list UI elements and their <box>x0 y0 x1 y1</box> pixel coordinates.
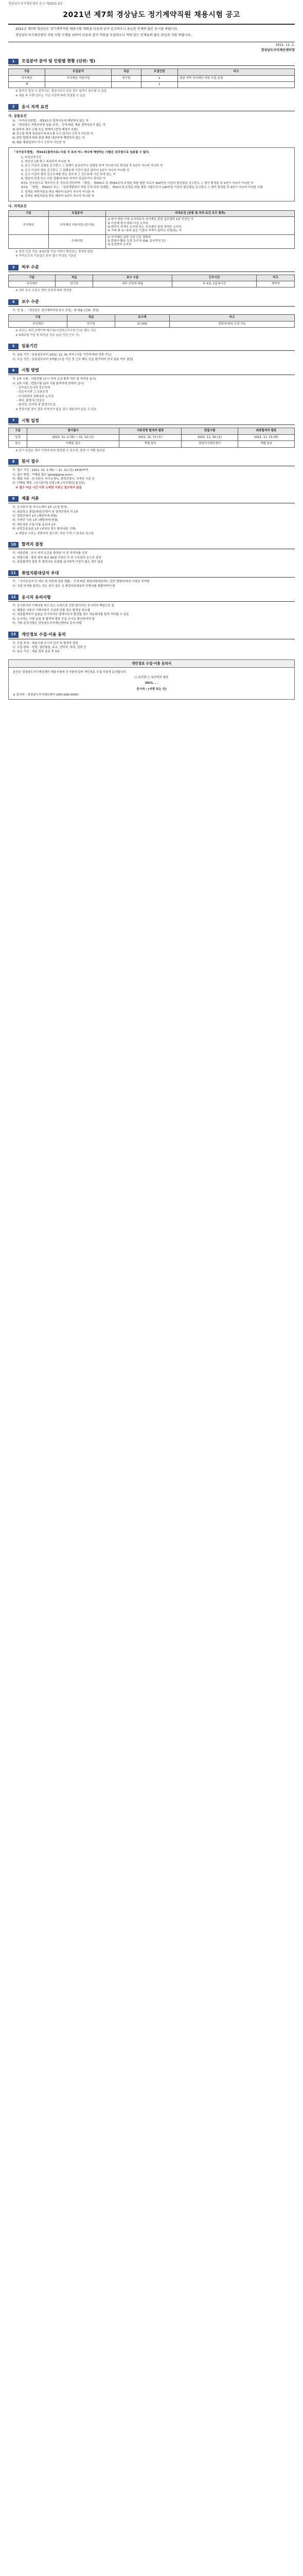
section-qualifications <box>8 104 295 258</box>
section-title: 임용기간 <box>22 344 38 349</box>
table-header: 구분 <box>9 428 27 434</box>
section-title: 제출 서류 <box>22 496 39 501</box>
list-item: 가. 1차 시험 : 서류전형 (응시 자격 요건 충족 여부 및 적격성 심사) <box>12 378 96 381</box>
section-heading <box>8 496 295 503</box>
list-item: 3) 남자의 경우 군필 또는 면제자 (전역 예정자 포함) <box>12 128 78 131</box>
warning-note: ※ 접수 마감 시간 이후 도착한 서류는 접수하지 않음 <box>15 486 82 489</box>
table-cell: 경남지식재산센터 <box>182 441 238 447</box>
list-item: 6의2. 공무원으로 재직기간 중 직무와 관련하여 「형법」 제355조 및 제356조에 규정된 죄를 범한 자로서 300만원 이상의 벌금형을 선고받고 그 형이 확정된 후 2년이 지나지 아니한 자 <box>21 181 254 185</box>
section-application <box>8 459 295 490</box>
list-item: - 창의력, 의지력 및 발전가능성 <box>16 403 56 407</box>
section-heading <box>8 542 295 549</box>
section-pass-decision <box>8 542 295 564</box>
table-cell <box>9 234 49 248</box>
table-cell: ① 학사 학위 이상 소지자로서 지식재산 관련 실무경력 1년 이상인 자 ② 이공계 학사 학위 이상 소지자 ③ 변리사 자격증 소지자 또는 지식재산 관련 자격증 소지자 ④ 기타 위 ①~③과 동등 이상의 자격이 있다고 인정되는 자 <box>106 217 295 235</box>
section-number: 1 <box>8 59 19 64</box>
table-header: 원서접수 <box>27 428 119 434</box>
schedule-table <box>8 428 295 447</box>
section-documents <box>8 496 295 536</box>
list-item: 7. 징계로 파면처분을 받은 때부터 5년이 지나지 아니한 자 <box>21 190 94 194</box>
table-header: 보수 수준 <box>93 275 172 281</box>
recruitment-notice <box>0 0 303 706</box>
section-heading <box>8 344 295 351</box>
list-item: 나. 2차 시험 : 면접시험 (1차 시험 합격자에 한하여 실시) <box>12 382 84 385</box>
table-cell: 개별 통보 <box>238 441 295 447</box>
table-header: 비고 <box>169 315 294 321</box>
table-row <box>9 75 295 81</box>
table-row <box>9 281 295 287</box>
table-header: 보수액 <box>115 315 169 321</box>
requirements-table <box>8 210 295 249</box>
consent-checkbox-line[interactable]: □ 동의함 □ 동의하지 않음 <box>134 675 169 679</box>
list-item: 다. 최종합격자가 임용을 포기하거나 결격사유가 발견될 경우 차순위자를 합격 처리할 수 있음 <box>12 613 129 617</box>
page-title: 2021년 제7회 경상남도 정기계약직원 채용시험 공고 <box>63 10 240 19</box>
consent-statement: 본인은 경상남도지식재산센터 채용시험에 응시함에 있어 개인정보 수집·이용에 동의합니다. <box>13 671 127 674</box>
section-number: 7 <box>8 418 19 423</box>
table-cell: 이메일 접수 <box>27 441 119 447</box>
table-cell: 주 5일, 1일 8시간 <box>172 281 256 287</box>
notice-org: 경상남도지식재산센터장 <box>261 48 295 52</box>
table-cell: 우대사항 <box>48 234 105 248</box>
section-heading <box>8 570 295 578</box>
table-header: 면접시험 <box>182 428 238 434</box>
recruitment-table <box>8 69 295 88</box>
salary-table <box>8 314 295 328</box>
table-cell: 2021. 11. 23.(화) <box>238 434 295 440</box>
signature-line: 응시자 : (서명 또는 인) <box>136 687 167 691</box>
section-heading <box>8 368 295 375</box>
list-item: 5) 관련 법령에 따라 취업 제한 대상자에 해당하지 않는 자 <box>12 137 85 140</box>
section-number: 13 <box>8 632 19 637</box>
list-item: 나. 최종학교 졸업(예정)증명서 및 성적증명서 각 1부 <box>12 510 79 514</box>
table-cell <box>112 82 141 88</box>
list-item: 4. 금고 이상의 형을 선고받고 그 집행유예 기간이 끝난 날부터 2년이 지나지 아니한 자 <box>21 168 130 172</box>
list-item: 가. 연 봉 : 「경상남도 정기계약직원 보수 규정」에 따름 (단위: 천원) <box>12 309 99 313</box>
table-header: 구분 <box>9 275 56 281</box>
section-salary <box>8 299 295 337</box>
list-item: 나. 접수 방법 : 이메일 접수 (gnip@gnip.or.kr) <box>12 473 73 477</box>
note: ※ 제출된 서류는 반환하지 않으며, 허위 기재 시 합격을 취소함 <box>15 532 94 535</box>
list-item: 나. 가점 부여를 원하는 자는 원서 접수 시 취업지원대상자 증명서를 제출하여야 함 <box>12 584 115 588</box>
table-cell: 개별 통보 <box>119 441 182 447</box>
note: ※ 4대보험 가입 및 퇴직금 지급 (1년 이상 근무 시) <box>15 333 80 337</box>
section-heading <box>8 595 295 602</box>
table-cell: 지식재산 <box>9 281 56 287</box>
list-item: 3. 금고 이상의 실형을 선고받고 그 집행이 종료되거나 집행을 받지 아니하기로 확정된 후 5년이 지나지 아니한 자 <box>21 164 163 168</box>
list-item: 가. 「국가유공자 등 예우 및 지원에 관한 법률」 등에 따른 취업지원대상자는 관련 법령에 따라 가점을 부여함 <box>12 580 150 584</box>
table-cell: 일정 <box>9 434 27 440</box>
list-item: 6. 법원의 판결 또는 다른 법률에 따라 자격이 상실되거나 정지된 자 <box>21 177 105 181</box>
list-item: 라. 이메일 제목 : [응시분야] 성명 (예: [지식재산] 홍길동) <box>12 482 85 485</box>
note: ※ 채용 후 수행 업무는 기관 사정에 따라 변경될 수 있음 <box>15 94 85 97</box>
list-item: 8. 징계로 해임처분을 받은 때부터 3년이 지나지 아니한 자 <box>21 194 94 198</box>
table-cell: 계 <box>9 82 45 88</box>
table-header: 직급 <box>112 69 141 75</box>
table-cell: 연구원 <box>112 75 141 81</box>
table-header: 모집인원 <box>141 69 177 75</box>
list-item: - 공무원으로서의 정신자세 <box>16 386 50 389</box>
table-header: 비고 <box>257 275 295 281</box>
table-header: 서류전형 합격자 발표 <box>119 428 182 434</box>
disqualification-body <box>9 148 294 201</box>
section-title: 개인정보 수집·이용 동의 <box>22 632 66 637</box>
table-cell: 연구원 <box>55 281 93 287</box>
subsection-title: 나. 자격요건 <box>8 204 27 209</box>
table-header: 모집분야 <box>48 210 105 216</box>
list-item: 가. 접수 기간 : 2021. 11. 2.(화) ~ 11. 12.(금) 18:00까지 <box>12 469 88 472</box>
section-title: 취업지원대상자 우대 <box>22 570 59 575</box>
table-header: 비고 <box>177 69 294 75</box>
note: ※ 상기 일정은 센터 사정에 따라 변경될 수 있으며, 변경 시 개별 통보함 <box>15 449 105 452</box>
table-header: 구분 <box>9 69 45 75</box>
list-item: 나. 수집 항목 : 성명, 생년월일, 주소, 연락처, 학력, 경력 등 <box>12 646 86 649</box>
section-number: 10 <box>8 542 19 548</box>
section-number: 5 <box>8 344 19 349</box>
note: ※ 세부 보수 수준은 센터 규정에 따라 책정함 <box>15 289 72 293</box>
list-item: - 예의, 품행 및 성실성 <box>16 399 45 403</box>
note: ※ 면접시험 평가 결과 적격자가 없을 경우 채용하지 않을 수 있음 <box>15 408 97 411</box>
list-item: - 의사표현의 정확성과 논리성 <box>16 395 54 398</box>
list-item: 마. 개인정보 수집·이용 동의서 1부 <box>12 523 56 527</box>
section-title: 처우 수준 <box>22 264 39 269</box>
table-cell: 지식재산 <box>9 75 45 81</box>
section-heading <box>8 59 295 66</box>
table-header: 구분 <box>9 210 49 216</box>
section-title: 시험 방법 <box>22 368 39 373</box>
section-number: 6 <box>8 368 19 374</box>
section-heading <box>8 418 295 425</box>
section-title: 응시자 유의사항 <box>22 595 51 600</box>
table-cell: 1 <box>141 75 177 81</box>
list-item: 다. 제출 서류 : 응시원서, 자기소개서, 경력증명서, 자격증 사본 등 <box>12 477 95 481</box>
section-schedule <box>8 418 295 453</box>
table-header: 직급 <box>55 275 93 281</box>
section-precautions <box>8 595 295 625</box>
list-item: 2) 「경상남도 지방공무원 임용 규칙」 등에 따른 채용 결격사유가 없는 자 <box>12 124 105 127</box>
list-item: 라. 응시자는 시험 일정 및 합격자 발표 등을 수시로 확인하여야 함 <box>12 617 95 621</box>
section-number: 4 <box>8 299 19 305</box>
section-number: 12 <box>8 595 19 600</box>
section-title: 보수 수준 <box>22 299 39 304</box>
table-cell: 2021. 11. 2.(화) ~ 11. 12.(금) <box>27 434 119 440</box>
table-header: 구분 <box>9 315 67 321</box>
list-item: 6) 채용 예정일부터 즉시 근무가 가능한 자 <box>12 141 65 144</box>
section-employment-period <box>8 344 295 362</box>
notice-number: 경상남도지식재산센터 공고 제2021-5호 <box>8 2 63 6</box>
table-cell: 2021. 11. 17.(수) <box>119 434 182 440</box>
note: ※ 합격자 결정 시 결격사유, 결정사유가 있을 경우 합격이 취소될 수 있음 <box>15 90 107 93</box>
table-cell: 지식재산 지원사업 <box>45 75 112 81</box>
table-header: 최종합격자 발표 <box>238 428 295 434</box>
conditions-table <box>8 275 295 288</box>
consent-date: 2021. . . <box>145 682 158 685</box>
section-heading <box>8 299 295 307</box>
section-title: 모집분야 분야 및 인원별 현황 (단위: 명) <box>22 59 96 64</box>
list-item: 가. 서류전형 : 응시 자격 요건을 충족한 자 중 적격자를 선정 <box>12 552 87 555</box>
table-header: 자격요건 (공통 및 자격 요건 모두 충족) <box>106 210 295 216</box>
list-item: 나. 면접시험 : 평정 결과 평균 60점 이상인 자 중 고득점자 순으로 결정 <box>12 556 101 560</box>
list-item: 5. 금고 이상의 형의 선고유예를 받은 경우에 그 선고유예 기간 중에 있는 자 <box>21 173 116 177</box>
list-item: 가. 수집 목적 : 채용시험 응시자 관리 및 합격자 결정 <box>12 641 78 645</box>
section-exam-method <box>8 368 295 412</box>
section-heading <box>8 104 295 111</box>
consent-form-body <box>9 668 294 699</box>
section-number: 11 <box>8 570 19 576</box>
table-cell <box>45 82 112 88</box>
list-item: 다. 경력증명서 1부 (해당자에 한함) <box>12 515 58 518</box>
list-item: 1) 「국가공무원법」 제33조의 결격사유에 해당하지 않는 자 <box>12 119 89 123</box>
note: ※ 보수는 세전 금액이며 제수당(시간외근무수당 등)은 별도 지급 <box>15 329 96 333</box>
section-title: 응시 자격 요건 <box>22 104 48 109</box>
section-heading <box>8 632 295 639</box>
list-item: 마. 기타 문의사항은 경상남도지식재산센터로 문의 바람 <box>12 621 82 625</box>
table-row <box>9 434 295 440</box>
intro-paragraph: 2021년 제7회 경상남도 정기계약직원 채용시험 계획을 다음과 같이 공고하오니 유능한 인재의 많은 응시를 바랍니다. <box>15 27 179 31</box>
table-cell: 지식재산 지원사업 (연구원) <box>48 217 105 235</box>
section-heading <box>8 459 295 466</box>
section-number: 8 <box>8 459 19 465</box>
contact-info: ※ 문의처 : 경상남도지식재산센터 (055-000-0000) <box>13 693 79 697</box>
list-item: 1. 피성년후견인 <box>21 156 42 159</box>
section-privacy <box>8 632 295 654</box>
table-cell: 연구원 <box>67 321 115 327</box>
table-header: 근무시간 <box>172 275 256 281</box>
table-cell: 경력에 따라 조정 가능 <box>169 321 294 327</box>
list-item: 6의3. 「형법」 제303조 또는 「성폭력범죄의 처벌 등에 관한 특례법」 제10조에 규정된 죄를 범한 사람으로서 100만원 이상의 벌금형을 선고받고 그 형이 확정된 후 3년이 지나지 아니한 사람 <box>21 186 263 190</box>
section-number: 3 <box>8 265 19 270</box>
table-header: 모집분야 <box>45 69 112 75</box>
note: ※ 경력 인정 기준: 4대보험 가입 이력이 확인되는 경력에 한함 <box>15 250 93 253</box>
list-item: 다. 최종합격자 결정 후 결격사유 조회를 실시하여 이상이 없는 경우 임용 <box>12 560 103 564</box>
section-number: 9 <box>8 496 19 502</box>
consent-form-box <box>8 659 295 700</box>
disqualification-box <box>8 147 295 201</box>
note: ※ 자격요건의 기준일은 원서 접수 마감일 기준임 <box>15 255 77 258</box>
list-item: 2. 파산선고를 받고 복권되지 아니한 자 <box>21 160 70 163</box>
section-heading <box>8 265 295 272</box>
table-cell: 27,000 <box>115 321 169 327</box>
table-cell: 장소 <box>9 441 27 447</box>
table-cell: 지식재산 <box>9 321 67 327</box>
table-cell: 계약직 <box>257 281 295 287</box>
intro-box <box>8 24 295 42</box>
list-item: - 전문지식과 그 응용능력 <box>16 391 48 394</box>
table-header: 직급 <box>67 315 115 321</box>
section-working-conditions <box>8 265 295 293</box>
section-number: 2 <box>8 104 19 110</box>
table-cell: ① 지식재산 관련 기관 근무 경력자 ② 컴퓨터 활용 능력 우수자 (OA, 문서작성 등) ③ 운전면허 소지자 <box>106 234 295 248</box>
list-item: 가. 임용 기간 : 임용일로부터 2022. 12. 31.까지 (사업 기간에 따라 연장 가능) <box>12 353 112 357</box>
list-item: 라. 자격증 사본 1부 (해당자에 한함) <box>12 519 58 522</box>
section-recruitment-field <box>8 59 295 98</box>
section-veterans-preference <box>8 570 295 588</box>
intro-paragraph: 경상남도지식재산센터 지원 사업 수행을 위하여 다음과 같이 직원을 모집하오니 역량 있는 인재들의 많은 관심과 지원 바랍니다. <box>15 33 192 37</box>
table-cell: 경남 지역 지식재산 지원 사업 운영 <box>177 75 294 81</box>
table-row <box>9 234 295 248</box>
list-item: 다. 보유 기간 : 채용 절차 종료 후 3년 <box>12 650 60 654</box>
table-cell <box>177 82 294 88</box>
table-row <box>9 217 295 235</box>
notice-date: 2021. 11. 2. <box>275 43 295 47</box>
list-item: 바. 주민등록초본 1부 (남자의 경우 병적사항 기재) <box>12 528 76 531</box>
box-heading: 「국가공무원법」 제33조(결격사유) 다음 각 호의 어느 하나에 해당하는 사람은 공무원으로 임용될 수 없다. <box>13 151 150 155</box>
subsection-title: 가. 공통요건 <box>8 114 27 118</box>
table-cell: 2021. 11. 19.(금) <box>182 434 238 440</box>
table-row <box>9 441 295 447</box>
table-cell: 지식재산 <box>9 217 49 235</box>
table-row <box>9 321 295 327</box>
section-title: 합격자 결정 <box>22 542 43 547</box>
table-row <box>9 82 295 88</box>
list-item: 가. 응시원서 및 자기소개서 1부 (소정 양식) <box>12 506 67 510</box>
list-item: 4) 공고일 현재 경상남도에 주소를 두고 있거나 근무가 가능한 자 <box>12 132 93 136</box>
table-cell: 내부 규정에 따름 <box>93 281 172 287</box>
table-cell: 1 <box>141 82 177 88</box>
list-item: 가. 응시원서의 기재사항 착오 또는 누락으로 인한 불이익은 응시자의 책임으로 함 <box>12 604 114 608</box>
list-item: 나. 수습 기간 : 임용일로부터 3개월 (수습 기간 중 근무 태도 등을 평가하여 정식 임용 여부 결정) <box>12 358 133 361</box>
section-title: 원서 접수 <box>22 459 39 464</box>
list-item: 나. 제출된 서류의 기재사항이 사실과 다를 경우 합격을 취소함 <box>12 608 91 612</box>
consent-form-title: 개인정보 수집·이용 동의서 <box>9 660 294 668</box>
section-title: 시험 일정 <box>22 418 39 423</box>
